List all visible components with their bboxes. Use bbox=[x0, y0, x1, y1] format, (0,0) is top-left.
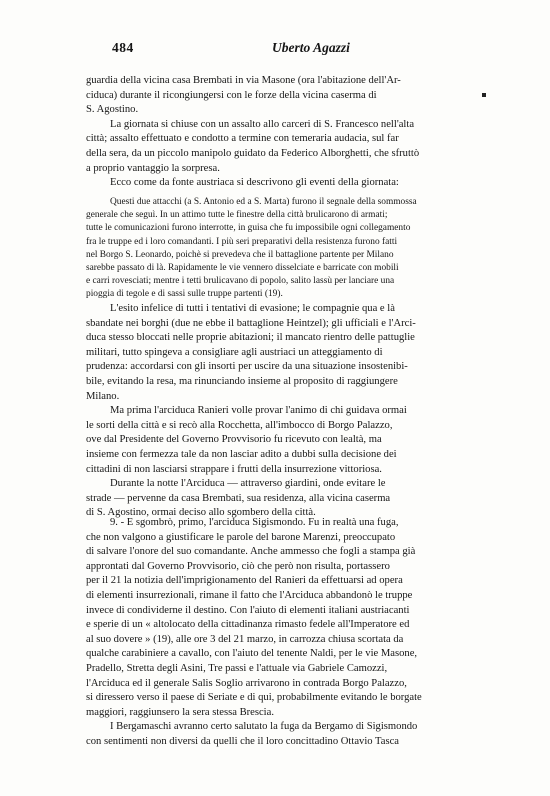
text-line: al suo dovere » (19), alle ore 3 del 21 marzo, in carrozza chiusa scortata da bbox=[86, 633, 404, 645]
text-line: di S. Agostino, ormai deciso allo sgombero della città. bbox=[86, 507, 316, 519]
block-quote bbox=[86, 196, 504, 302]
quote-line: tutte le comunicazioni furono interrotte, in guisa che fu impossibile ogni collegamento bbox=[86, 223, 411, 234]
text-line: per il 21 la notizia dell'imprigionamento del Ranieri da effettuarsi ad opera bbox=[86, 575, 403, 587]
text-line: duca stesso bloccati nelle proprie abitazioni; il mancato rientro delle pattuglie bbox=[86, 332, 415, 344]
quote-line: fra le truppe ed i loro comandanti. I più seri preparativi della resistenza furono fatti bbox=[86, 236, 398, 247]
text-line: si diressero verso il paese di Seriate e di qui, probabilmente evitando le borgate bbox=[86, 692, 422, 704]
text-line: Ma prima l'arciduca Ranieri volle provar l'animo di chi guidava ormai bbox=[110, 405, 407, 417]
text-line: strade — pervenne da casa Brembati, sua residenza, alla vicina caserma bbox=[86, 492, 391, 504]
text-line: le sorti della città e si recò alla Rocchetta, all'imbocco di Borgo Palazzo, bbox=[86, 419, 393, 431]
text-line: cittadini di non lasciarsi strappare i frutti della insurrezione vittoriosa. bbox=[86, 463, 382, 475]
quote-line: Questi due attacchi (a S. Antonio ed a S. Marta) furono il segnale della sommossa bbox=[110, 197, 417, 207]
text-line: guardia della vicina casa Brembati in via Masone (ora l'abitazione dell'Ar- bbox=[86, 75, 401, 86]
text-line: ciduca) durante il ricongiungersi con le forze della vicina caserma di bbox=[86, 89, 377, 101]
text-line: Pradello, Stretta degli Asini, Tre passi e l'attuale via Gabriele Camozzi, bbox=[86, 662, 388, 674]
text-line: invece di condividerne il destino. Con l'aiuto di elementi italiani austriacanti bbox=[86, 604, 410, 616]
text-line: prudenza: accordarsi con gli insorti per uscire da una situazione insostenibi- bbox=[86, 361, 408, 373]
text-line: Ecco come da fonte austriaca si descrivono gli eventi della giornata: bbox=[110, 177, 399, 189]
paragraph-block-c bbox=[86, 516, 504, 750]
quote-line: nel Borgo S. Leonardo, poichè si prevedeva che il battaglione partente per Milano bbox=[86, 249, 394, 260]
text-line: Durante la notte l'Arciduca — attraverso giardini, onde evitare le bbox=[110, 478, 386, 490]
text-line: di salvare l'onore del suo comandante. Anche ammesso che fogli a stampa già bbox=[86, 546, 416, 558]
text-line: di elementi insurrezionali, rimane il fatto che l'Arciduca abbandonò le truppe bbox=[86, 589, 413, 601]
text-line: ove dal Presidente del Governo Provvisorio fu ricevuto con lealtà, ma bbox=[86, 434, 382, 446]
text-line: città; assalto effettuato e condotto a termine con temeraria audacia, sul far bbox=[86, 133, 399, 145]
text-line: maggiori, raggiunsero la sera stessa Brescia. bbox=[86, 706, 274, 718]
paragraph-block-a bbox=[86, 74, 504, 191]
page-number: 484 bbox=[112, 40, 134, 55]
text-line: e sperie di un « altolocato della cittadinanza rimasto fedele all'Imperatore ed bbox=[86, 619, 410, 631]
section-heading-line: 9. - E sgombrò, primo, l'arciduca Sigismondo. Fu in realtà una fuga, bbox=[110, 517, 399, 528]
paragraph-block-b bbox=[86, 302, 504, 521]
text-line: che non valgono a giustificare le parole del barone Marenzi, preoccupato bbox=[86, 531, 396, 543]
text-line: bile, evitando la resa, ma rinunciando insieme al proposito di raggiungere bbox=[86, 375, 398, 387]
quote-line: pioggia di tegole e di sassi sulle truppe partenti (19). bbox=[86, 289, 283, 300]
text-line: S. Agostino. bbox=[86, 104, 139, 116]
text-line: della sera, da un piccolo manipolo guidato da Federico Alborghetti, che sfruttò bbox=[86, 147, 420, 159]
text-line: con sentimenti non diversi da quelli che il loro concittadino Ottavio Tasca bbox=[86, 735, 399, 747]
text-line: I Bergamaschi avranno certo salutato la fuga da Bergamo di Sigismondo bbox=[110, 721, 418, 733]
text-line: insieme con fermezza tale da non lasciar adito a dubbi sulla decisione dei bbox=[86, 448, 397, 460]
quote-line: sarebbe passato di là. Rapidamente le vie vennero disselciate e barricate con mobili bbox=[86, 263, 399, 274]
text-line: approntati dal Governo Provvisorio, ciò che però non risulta, portassero bbox=[86, 560, 390, 572]
text-line: Milano. bbox=[86, 390, 120, 402]
text-line: l'Arciduca ed il generale Salis Soglio arrivarono in contrada Borgo Palazzo, bbox=[86, 677, 407, 689]
text-line: sbandate nei borghi (due ne ebbe il battaglione Heintzel); gli ufficiali e l'Arci- bbox=[86, 317, 416, 329]
quote-line: generale che seguì. In un attimo tutte le finestre della città brulicarono di armati; bbox=[86, 210, 388, 221]
text-line: a proprio vantaggio la sorpresa. bbox=[86, 162, 220, 174]
text-line: militari, tutto spingeva a consigliare agli austriaci un atteggiamento di bbox=[86, 346, 383, 358]
page-header bbox=[112, 40, 472, 64]
text-line: qualche carabiniere a cavallo, con l'aiuto del tenente Naldi, per le vie Masone, bbox=[86, 648, 418, 660]
quote-line: e carri rovesciati; mentre i tetti brulicavano di popolo, salito lassù per lanciare una bbox=[86, 276, 395, 287]
text-line: L'esito infelice di tutti i tentativi di evasione; le compagnie qua e là bbox=[110, 303, 395, 314]
text-line: La giornata si chiuse con un assalto allo carceri di S. Francesco nell'alta bbox=[110, 118, 415, 130]
running-head: Uberto Agazzi bbox=[272, 40, 350, 55]
